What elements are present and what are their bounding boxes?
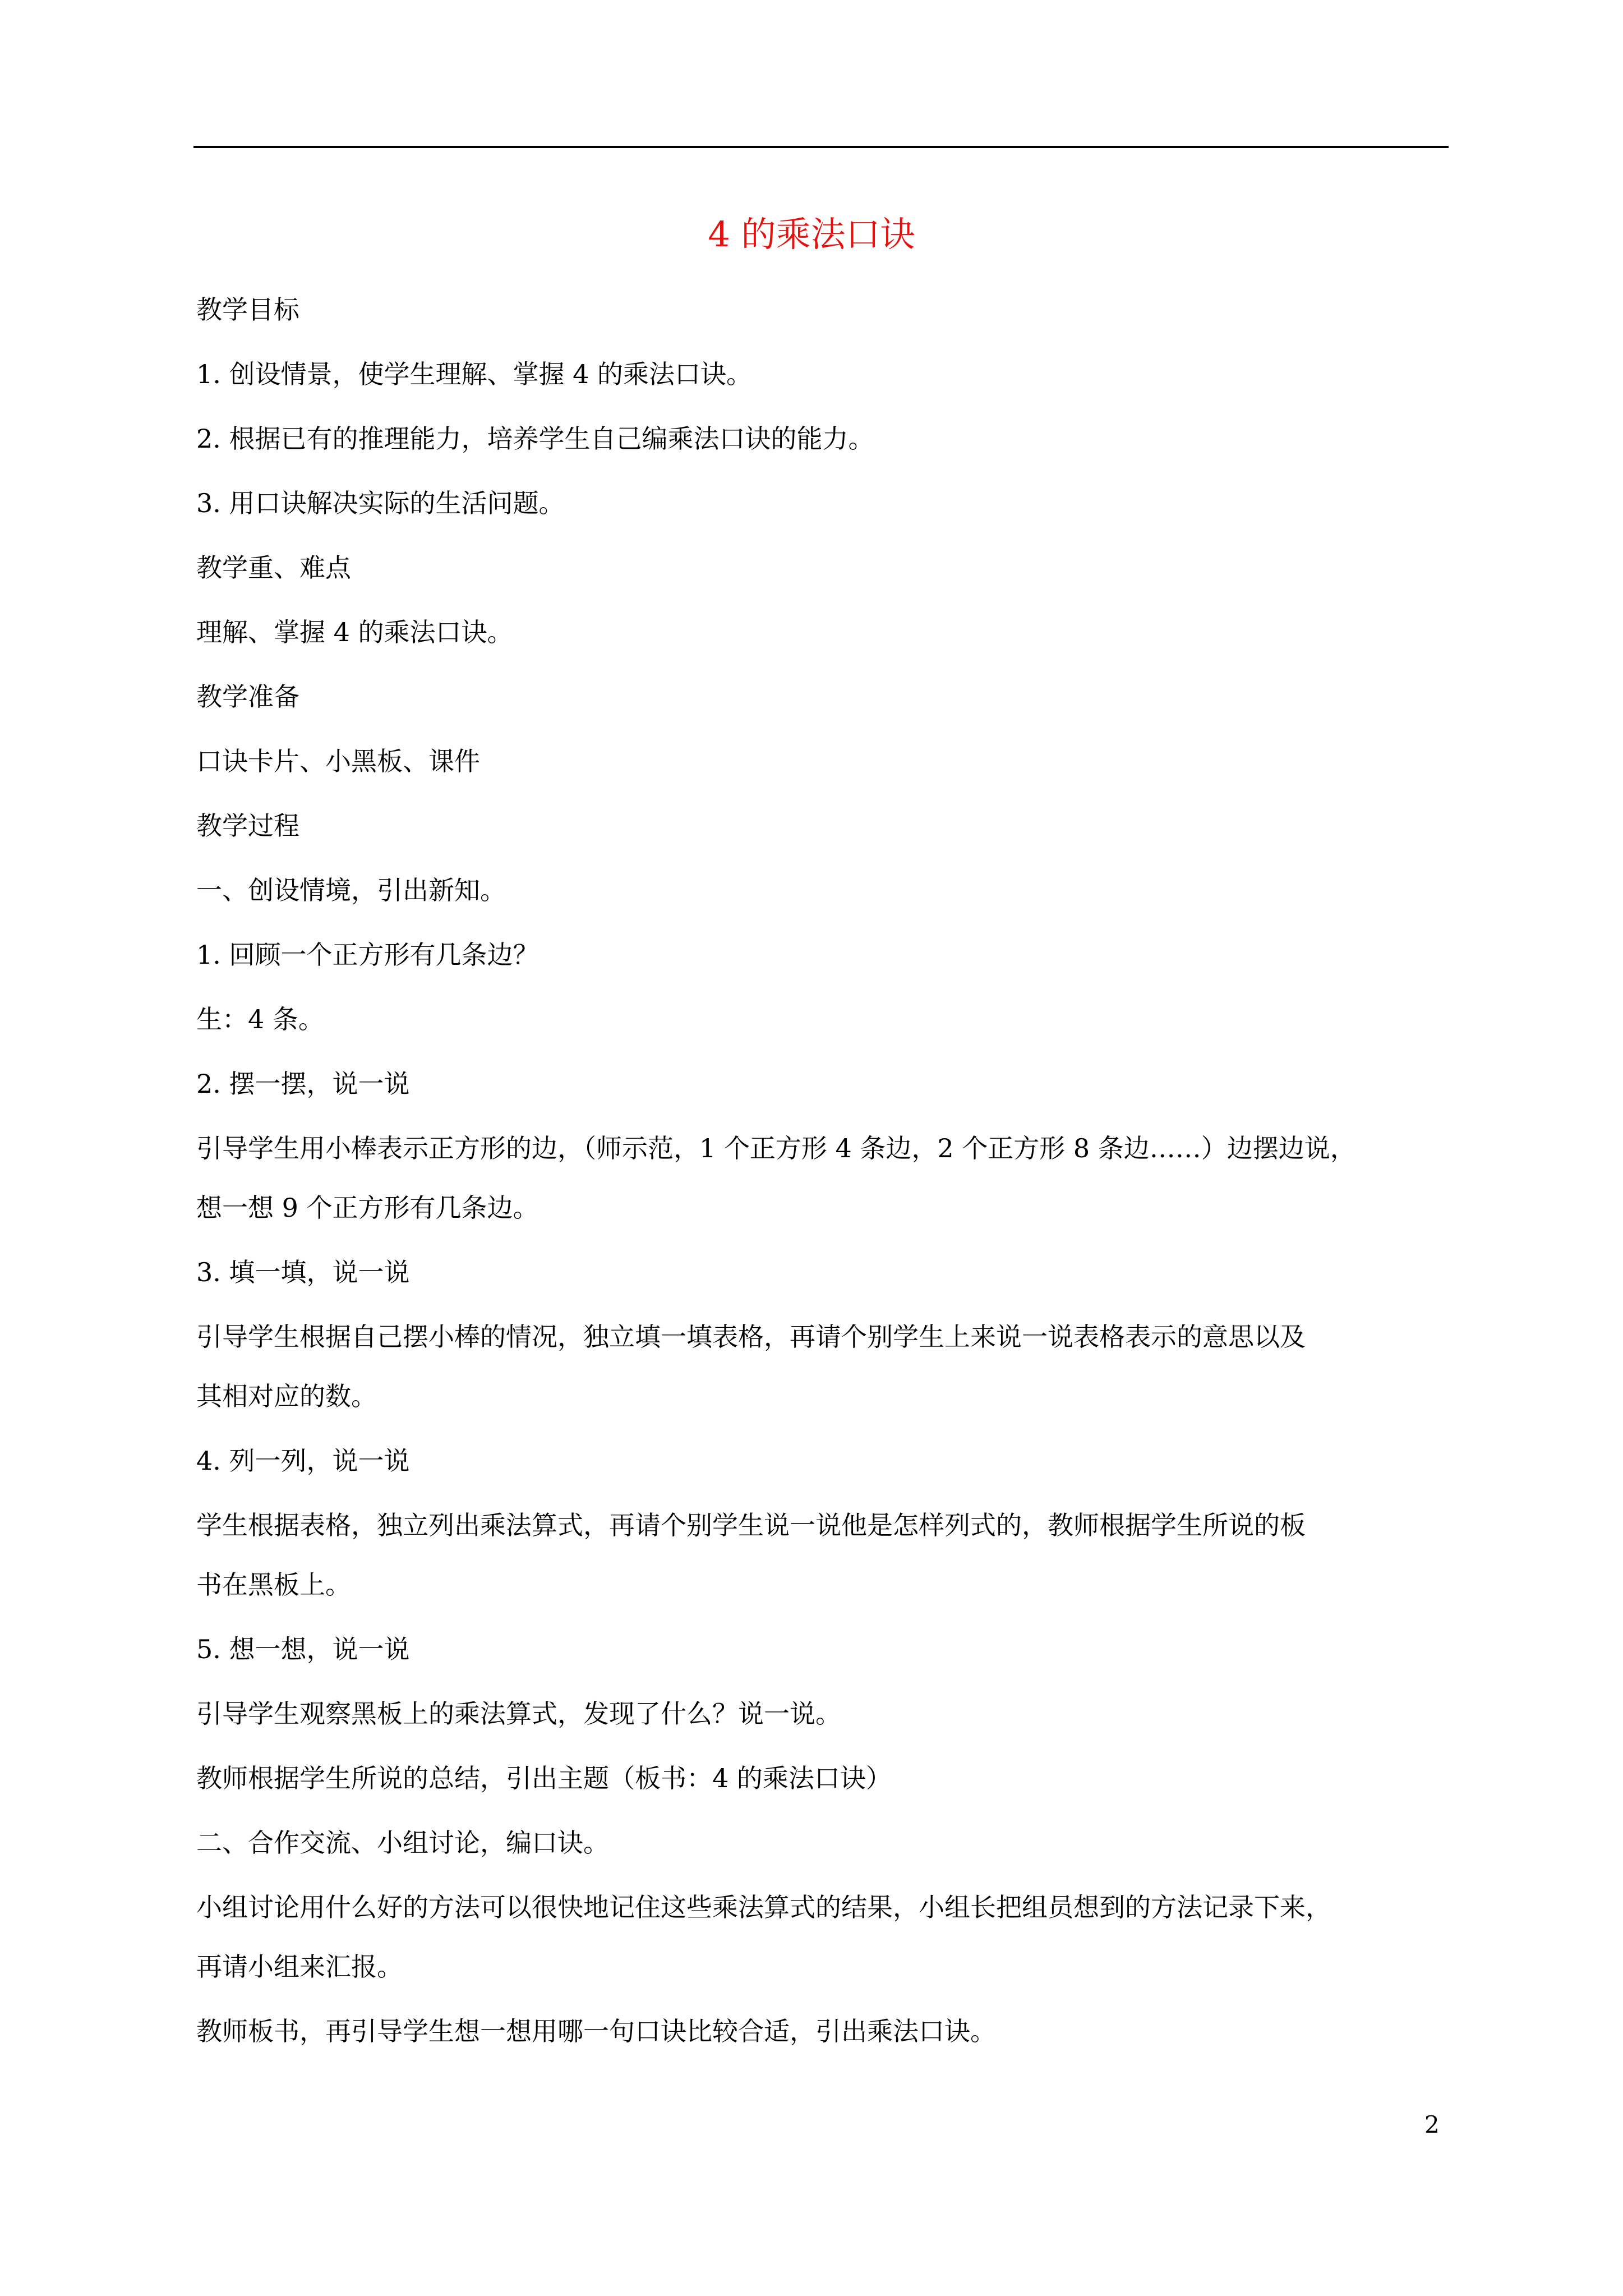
paragraph-line: 学生根据表格，独立列出乘法算式，再请个别学生说一说他是怎样列式的，教师根据学生所说的板 — [196, 1510, 1306, 1540]
objective-item: 1. 创设情景，使学生理解、掌握 4 的乘法口诀。 — [196, 359, 753, 389]
section-heading-preparation: 教学准备 — [196, 682, 299, 712]
paragraph-line: 引导学生用小棒表示正方形的边，（师示范，1 个正方形 4 条边，2 个正方形 8 条边……）边摆边说， — [196, 1133, 1356, 1163]
process-step: 5. 想一想，说一说 — [196, 1634, 410, 1664]
process-part-heading: 一、创设情境，引出新知。 — [196, 875, 506, 905]
process-step: 4. 列一列，说一说 — [196, 1446, 410, 1476]
paragraph-line: 小组讨论用什么好的方法可以很快地记住这些乘法算式的结果，小组长把组员想到的方法记录下来， — [196, 1892, 1331, 1922]
section-heading-key-points: 教学重、难点 — [196, 553, 351, 583]
process-step: 2. 摆一摆，说一说 — [196, 1069, 410, 1099]
paragraph-line: 其相对应的数。 — [196, 1381, 377, 1411]
paragraph-line: 教师板书，再引导学生想一想用哪一句口诀比较合适，引出乘法口诀。 — [196, 2016, 996, 2046]
paragraph-line: 引导学生根据自己摆小棒的情况，独立填一填表格，再请个别学生上来说一说表格表示的意思以及 — [196, 1322, 1306, 1352]
section-heading-process: 教学过程 — [196, 811, 299, 841]
page-number: 2 — [1424, 2111, 1440, 2138]
page-title: 4 的乘法口诀 — [708, 214, 915, 255]
paragraph-line: 书在黑板上。 — [196, 1570, 351, 1600]
section-heading-objectives: 教学目标 — [196, 295, 299, 325]
paragraph-line: 教师根据学生所说的总结，引出主题（板书：4 的乘法口诀） — [196, 1763, 892, 1793]
objective-item: 3. 用口诀解决实际的生活问题。 — [196, 488, 565, 518]
process-part-heading: 二、合作交流、小组讨论，编口诀。 — [196, 1828, 609, 1858]
paragraph-line: 想一想 9 个正方形有几条边。 — [196, 1193, 539, 1223]
key-points-text: 理解、掌握 4 的乘法口诀。 — [196, 617, 513, 647]
student-answer: 生：4 条。 — [196, 1004, 324, 1034]
paragraph-line: 引导学生观察黑板上的乘法算式，发现了什么？说一说。 — [196, 1699, 841, 1729]
document-body — [196, 293, 1450, 2079]
process-step: 1. 回顾一个正方形有几条边？ — [196, 940, 539, 970]
objective-item: 2. 根据已有的推理能力，培养学生自己编乘法口诀的能力。 — [196, 424, 874, 454]
preparation-text: 口诀卡片、小黑板、课件 — [196, 746, 480, 776]
paragraph-line: 再请小组来汇报。 — [196, 1952, 403, 1982]
header-rule — [193, 146, 1449, 148]
process-step: 3. 填一填，说一说 — [196, 1257, 410, 1287]
